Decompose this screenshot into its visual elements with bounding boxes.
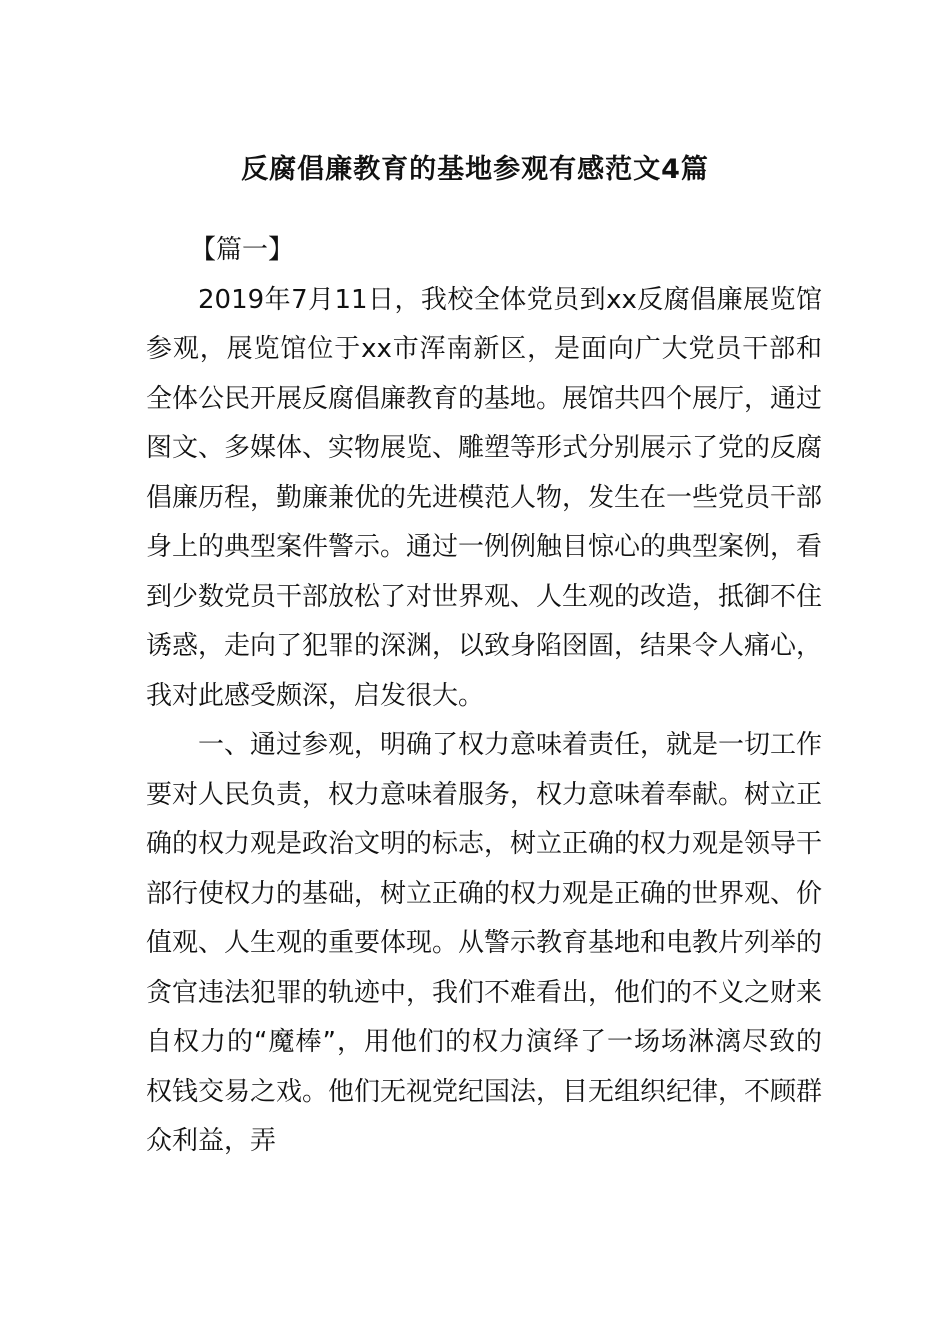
paragraph-point-one: 一、通过参观，明确了权力意味着责任，就是一切工作要对人民负责，权力意味着服务，权力意味着奉献。树立正确的权力观是政治文明的标志，树立正确的权力观是领导干部行使权力的基础，树立正确的权力观是正确的世界观、价值观、人生观的重要体现。从警示教育基地和电教片列举的贪官违法犯罪的轨迹中，我们不难看出，他们的不义之财来自权力的“魔棒”，用他们的权力演绎了一场场淋漓尽致的权钱交易之戏。他们无视党纪国法，目无组织纪律，不顾群众利益，弄 xyxy=(146,730,823,1156)
document-body xyxy=(146,226,822,1167)
paragraph-intro: 2019年7月11日，我校全体党员到xx反腐倡廉展览馆参观，展览馆位于xx市浑南新区，是面向广大党员干部和全体公民开展反腐倡廉教育的基地。展馆共四个展厅，通过图文、多媒体、实物展览、雕塑等形式分别展示了党的反腐倡廉历程，勤廉兼优的先进模范人物，发生在一些党员干部身上的典型案件警示。通过一例例触目惊心的典型案例，看到少数党员干部放松了对世界观、人生观的改造，抵御不住诱惑，走向了犯罪的深渊，以致身陷囹圄，结果令人痛心，我对此感受颇深，启发很大。 xyxy=(146,284,823,711)
document-title: 反腐倡廉教育的基地参观有感范文4篇 xyxy=(241,154,709,186)
section-heading: 【篇一】 xyxy=(190,235,295,265)
